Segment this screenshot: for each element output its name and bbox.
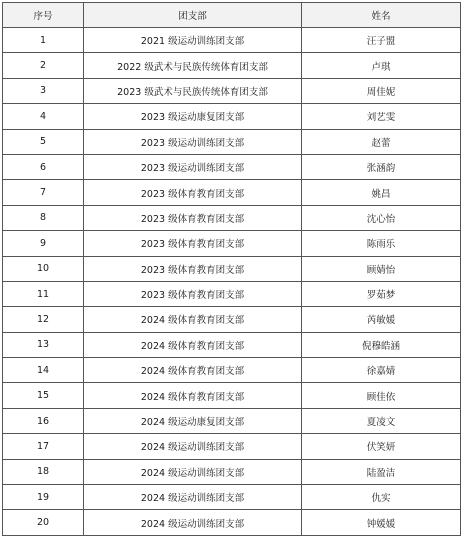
table-row	[3, 485, 461, 510]
header-row	[3, 3, 461, 28]
cell-name: 汪子盟	[302, 28, 461, 53]
cell-index: 17	[3, 434, 84, 459]
header-branch: 团支部	[84, 3, 302, 28]
cell-branch: 2021 级运动训练团支部	[84, 28, 302, 53]
cell-name: 顾婧怡	[302, 256, 461, 281]
table-row	[3, 510, 461, 535]
table-row	[3, 281, 461, 306]
cell-name: 陈雨乐	[302, 231, 461, 256]
header-index: 序号	[3, 3, 84, 28]
cell-branch: 2023 级体育教育团支部	[84, 205, 302, 230]
cell-branch: 2023 级运动训练团支部	[84, 129, 302, 154]
cell-branch: 2022 级武术与民族传统体育团支部	[84, 53, 302, 78]
cell-branch: 2024 级运动康复团支部	[84, 408, 302, 433]
cell-index: 1	[3, 28, 84, 53]
table-row	[3, 154, 461, 179]
cell-index: 12	[3, 307, 84, 332]
cell-branch: 2023 级体育教育团支部	[84, 231, 302, 256]
cell-name: 倪穆皓涵	[302, 332, 461, 357]
header-name: 姓名	[302, 3, 461, 28]
cell-name: 卢琪	[302, 53, 461, 78]
cell-index: 20	[3, 510, 84, 535]
table-row	[3, 129, 461, 154]
cell-name: 沈心怡	[302, 205, 461, 230]
table-row	[3, 459, 461, 484]
cell-name: 刘艺雯	[302, 104, 461, 129]
cell-name: 仇实	[302, 485, 461, 510]
cell-index: 5	[3, 129, 84, 154]
table-row	[3, 307, 461, 332]
cell-index: 4	[3, 104, 84, 129]
cell-name: 芮敏媛	[302, 307, 461, 332]
cell-branch: 2024 级体育教育团支部	[84, 307, 302, 332]
cell-name: 徐嘉婧	[302, 358, 461, 383]
cell-index: 19	[3, 485, 84, 510]
cell-index: 15	[3, 383, 84, 408]
cell-branch: 2023 级运动训练团支部	[84, 154, 302, 179]
cell-branch: 2024 级运动训练团支部	[84, 510, 302, 535]
cell-branch: 2023 级体育教育团支部	[84, 180, 302, 205]
cell-branch: 2023 级运动康复团支部	[84, 104, 302, 129]
table-row	[3, 358, 461, 383]
cell-name: 顾佳依	[302, 383, 461, 408]
cell-index: 6	[3, 154, 84, 179]
cell-index: 18	[3, 459, 84, 484]
cell-branch: 2024 级运动训练团支部	[84, 485, 302, 510]
table-row	[3, 408, 461, 433]
table-row	[3, 256, 461, 281]
cell-branch: 2024 级体育教育团支部	[84, 332, 302, 357]
cell-name: 姚昌	[302, 180, 461, 205]
cell-branch: 2024 级体育教育团支部	[84, 358, 302, 383]
cell-index: 13	[3, 332, 84, 357]
cell-branch: 2024 级运动训练团支部	[84, 434, 302, 459]
cell-index: 7	[3, 180, 84, 205]
table-row	[3, 53, 461, 78]
table-row	[3, 78, 461, 103]
table-row	[3, 28, 461, 53]
cell-index: 14	[3, 358, 84, 383]
cell-name: 夏凌文	[302, 408, 461, 433]
cell-branch: 2024 级运动训练团支部	[84, 459, 302, 484]
table-row	[3, 231, 461, 256]
roster-table	[2, 2, 461, 536]
table-row	[3, 205, 461, 230]
table-row	[3, 434, 461, 459]
cell-name: 赵蕾	[302, 129, 461, 154]
cell-branch: 2023 级体育教育团支部	[84, 256, 302, 281]
table-row	[3, 180, 461, 205]
cell-name: 钟媛媛	[302, 510, 461, 535]
table-row	[3, 104, 461, 129]
cell-branch: 2023 级武术与民族传统体育团支部	[84, 78, 302, 103]
cell-index: 16	[3, 408, 84, 433]
cell-name: 伏笑妍	[302, 434, 461, 459]
cell-index: 11	[3, 281, 84, 306]
cell-branch: 2023 级体育教育团支部	[84, 281, 302, 306]
cell-index: 3	[3, 78, 84, 103]
table-row	[3, 332, 461, 357]
cell-name: 张涵韵	[302, 154, 461, 179]
cell-index: 10	[3, 256, 84, 281]
cell-name: 罗茹梦	[302, 281, 461, 306]
cell-index: 9	[3, 231, 84, 256]
table-header	[3, 3, 461, 28]
cell-index: 8	[3, 205, 84, 230]
cell-branch: 2024 级体育教育团支部	[84, 383, 302, 408]
table-body	[3, 28, 461, 536]
cell-name: 周佳妮	[302, 78, 461, 103]
cell-index: 2	[3, 53, 84, 78]
cell-name: 陆盈洁	[302, 459, 461, 484]
table-row	[3, 383, 461, 408]
